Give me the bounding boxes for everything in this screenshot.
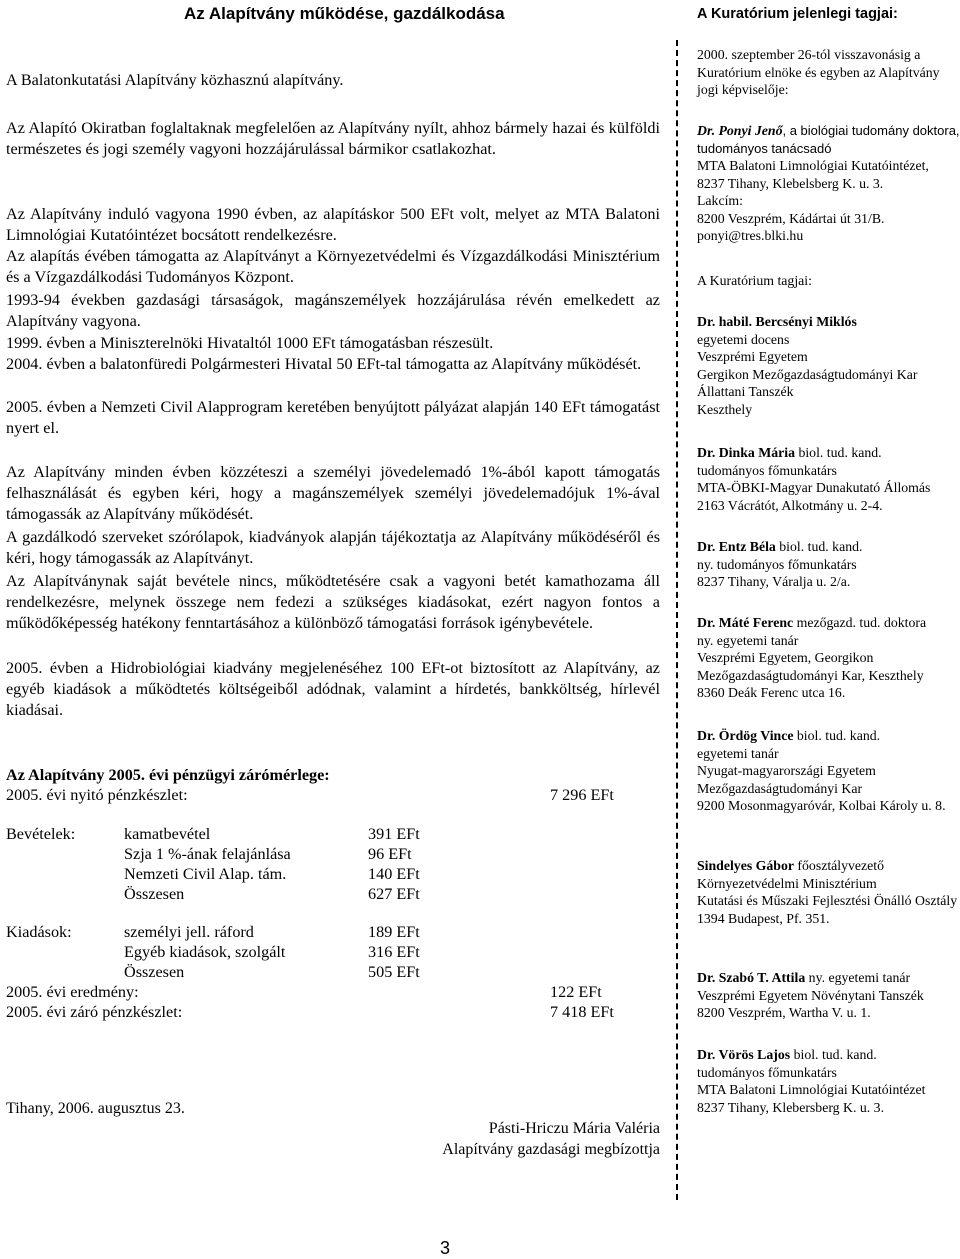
member-line: Lakcím: [697,193,743,208]
member-line: Veszprémi Egyetem [697,349,808,364]
opening-balance-value: 7 296 EFt [550,786,614,804]
expense-item: Összesen [124,963,185,981]
signer-name: Pásti-Hriczu Mária Valéria [488,1120,660,1137]
paragraph-initial-assets: Az Alapítvány induló vagyona 1990 évben, az alapításkor 500 EFt volt, melyet az MTA Balatoni Limnológiai Kutatóintézet bocsátott rendelkezésre. [6,205,660,244]
result-value: 122 EFt [550,983,602,1001]
member-title: biol. tud. kand. [795,445,882,460]
member-name: Dr. Szabó T. Attila [697,970,806,985]
member-entry [697,538,960,591]
member-title: ny. egyetemi tanár [805,970,911,985]
member-title: biol. tud. kand. [790,1047,877,1062]
paragraph-open-foundation: Az Alapító Okiratban foglaltaknak megfelelően az Alapítvány nyílt, ahhoz bármely hazai és külföldi természetes és jogi személy vagyoni hozzájárulással bármikor csatlakozhat. [6,119,660,158]
paragraph-1993-support: 1993-94 években gazdasági társaságok, magánszemélyek hozzájárulása révén emelkedett az Alapítvány vagyona. [6,291,660,330]
member-line: MTA Balatoni Limnológiai Kutatóintézet, [697,158,929,173]
paragraph-tax-donation: Az Alapítvány minden évben közzéteszi a személyi jövedelemadó 1%-ából kapott támogatás felhasználását és egyben kéri, hogy a magánszemélyek személyi jövedelemadójuk 1%-ával támogassák az Alapítvány működését. [6,463,660,523]
paragraph-1999-support: 1999. évben a Miniszterelnöki Hivataltól 1000 EFt támogatásban részesült. [6,334,494,352]
income-item: Szja 1 %-ának felajánlása [124,845,291,863]
place-and-date: Tihany, 2006. augusztus 23. [6,1100,185,1117]
opening-balance-label: 2005. évi nyitó pénzkészlet: [6,786,188,804]
paragraph-2005-grant: 2005. évben a Nemzeti Civil Alapprogram keretében benyújtott pályázat alapján 140 EFt támogatást nyert el. [6,398,660,437]
signer-role: Alapítvány gazdasági megbízottja [442,1141,660,1158]
member-line: 2163 Vácrátót, Alkotmány u. 2-4. [697,497,883,513]
member-line: Kutatási és Műszaki Fejlesztési Önálló Osztály [697,893,958,908]
board-title: A Kuratórium jelenlegi tagjai: [697,6,898,22]
expense-value: 316 EFt [368,943,420,961]
income-item: kamatbevétel [124,825,211,843]
income-value: 96 EFt [368,845,412,863]
member-line: Nyugat-magyarországi Egyetem Mezőgazdaságtudományi Kar [697,763,876,796]
member-title: biol. tud. kand. [793,728,881,743]
member-line: ponyi@tres.blki.hu [697,228,804,243]
member-title: mezőgazd. tud. doktora [793,615,927,630]
member-line: egyetemi tanár [697,745,779,761]
paragraph-publication-support: 2005. évben a Hidrobiológiai kiadvány megjelenéséhez 100 EFt-ot biztosított az Alapítvány, az egyéb kiadások a működtetés költségeiből adódnak, valamint a hírdetés, bankköltség, hírlevél kiadásai. [6,659,660,719]
income-item: Összesen [124,885,185,903]
income-label: Bevételek: [6,825,76,843]
member-name: Dr. Entz Béla [697,539,776,554]
members-title: A Kuratórium tagjai: [697,273,812,288]
member-line: Veszprémi Egyetem, Georgikon Mezőgazdaságtudományi Kar, Keszthely [697,650,924,683]
member-title: főosztályvezető [793,858,885,873]
expense-label: Kiadások: [6,923,72,941]
intro-text: A Balatonkutatási Alapítvány közhasznú alapítvány. [6,71,344,89]
member-name: Dr. habil. Bercsényi Miklós [697,314,857,329]
member-line: ny. egyetemi tanár [697,632,799,648]
income-value: 391 EFt [368,825,420,843]
member-line: Keszthely [697,401,753,417]
member-entry [697,313,960,418]
member-name: Dr. Dinka Mária [697,445,795,460]
closing-balance-label: 2005. évi záró pénzkészlet: [6,1003,183,1021]
chair-entry [697,122,960,245]
member-name: Dr. Ponyi Jenő [697,123,783,138]
member-entry [697,727,960,815]
signature-block [442,1118,660,1160]
member-name: Dr. Vörös Lajos [697,1047,791,1062]
member-line: 1394 Budapest, Pf. 351. [697,910,830,926]
member-line: Gergikon Mezőgazdaságtudományi Kar [697,366,918,382]
member-title: biol. tud. kand. [775,539,863,554]
member-line: Veszprémi Egyetem Növénytani Tanszék [697,987,924,1003]
financial-statement-heading: Az Alapítvány 2005. évi pénzügyi zárómérlege: [6,766,330,784]
member-name: Sindelyes Gábor [697,858,794,873]
member-line: tudományos főmunkatárs [697,1064,837,1080]
income-value: 627 EFt [368,885,420,903]
paragraph-business-outreach: A gazdálkodó szerveket szórólapok, kiadványok alapján tájékoztatja az Alapítvány működéséről és kéri, hogy támogassák az Alapítványt. [6,528,660,567]
member-line: Állattani Tanszék [697,384,794,399]
member-name: Dr. Máté Ferenc [697,615,794,630]
paragraph-no-income: Az Alapítványnak saját bevétele nincs, működtetésére csak a vagyoni betét kamathozama áll rendelkezésre, melynek összege nem fedezi a szükséges kiadásokat, ezért nagyon fontos a működőképesség hatékony fenntartásához a különböző támogatási források igénybevétele. [6,572,660,632]
income-value: 140 EFt [368,865,420,883]
expense-value: 505 EFt [368,963,420,981]
member-line: MTA-ÖBKI-Magyar Dunakutató Állomás [697,480,931,495]
expense-item: személyi jell. ráford [124,923,254,941]
expense-item: Egyéb kiadások, szolgált [124,943,286,961]
member-title: , a biológiai tudomány doktora, tudományos tanácsadó [697,123,960,156]
member-line: 8237 Tihany, Klebelsberg K. u. 3. [697,175,884,191]
member-line: 8200 Veszprém, Kádártai út 31/B. [697,210,885,226]
section-title: Az Alapítvány működése, gazdálkodása [184,4,505,23]
member-entry [697,1046,960,1116]
chair-intro: 2000. szeptember 26-tól visszavonásig a Kuratórium elnöke és egyben az Alapítvány jogi képviselője: [697,47,940,97]
result-label: 2005. évi eredmény: [6,983,139,1001]
member-line: tudományos főmunkatárs [697,462,837,478]
member-entry [697,857,960,927]
member-name: Dr. Ördög Vince [697,728,794,743]
member-entry [697,614,960,702]
member-entry [697,444,960,514]
member-line: ny. tudományos főmunkatárs [697,556,857,572]
member-line: 9200 Mosonmagyaróvár, Kolbai Károly u. 8. [697,798,946,813]
member-line: 8237 Tihany, Váralja u. 2/a. [697,574,851,589]
closing-balance-value: 7 418 EFt [550,1003,614,1021]
member-line: 8237 Tihany, Klebersberg K. u. 3. [697,1099,885,1115]
member-line: egyetemi docens [697,331,790,347]
column-divider [676,40,678,1200]
paragraph-ministry-support: Az alapítás évében támogatta az Alapítványt a Környezetvédelmi és Vízgazdálkodási Minisztérium és a Vízgazdálkodási Tudományos Központ. [6,247,660,286]
expense-value: 189 EFt [368,923,420,941]
page-number: 3 [440,1238,451,1258]
member-line: 8200 Veszprém, Wartha V. u. 1. [697,1005,871,1020]
paragraph-2004-support: 2004. évben a balatonfüredi Polgármesteri Hivatal 50 EFt-tal támogatta az Alapítvány működését. [6,355,642,373]
member-line: MTA Balatoni Limnológiai Kutatóintézet [697,1082,926,1097]
member-entry [697,969,960,1022]
member-line: Környezetvédelmi Minisztérium [697,875,877,891]
income-item: Nemzeti Civil Alap. tám. [124,865,287,883]
member-line: 8360 Deák Ferenc utca 16. [697,685,846,700]
